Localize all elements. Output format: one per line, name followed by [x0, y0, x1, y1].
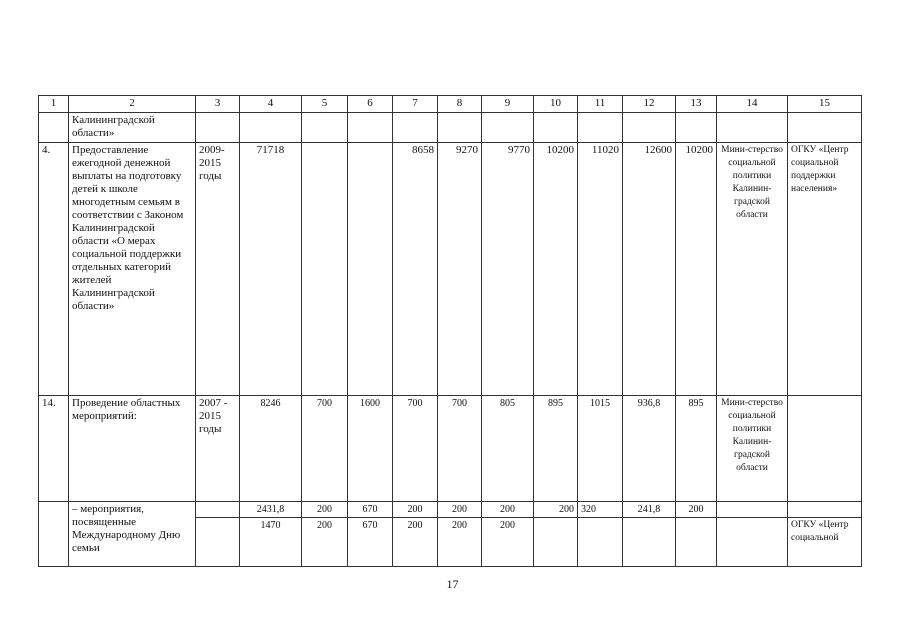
value-cell: 9770: [482, 143, 534, 396]
value-cell: 2431,8: [240, 502, 302, 518]
value-cell: 12600: [623, 143, 676, 396]
responsible-cell: Мини-стерство социальной политики Калинин-градской области: [717, 143, 788, 396]
header-cell: 6: [348, 96, 393, 113]
header-cell: 9: [482, 96, 534, 113]
value-cell: 320: [578, 502, 623, 518]
header-cell: 12: [623, 96, 676, 113]
row-number: 4.: [39, 143, 69, 396]
value-cell: 9270: [438, 143, 482, 396]
table-cell: [482, 113, 534, 143]
header-cell: 2: [69, 96, 196, 113]
item-name-cell: Проведение областных мероприятий:: [69, 396, 196, 502]
value-cell: 1600: [348, 396, 393, 502]
header-cell: 1: [39, 96, 69, 113]
value-cell: 11020: [578, 143, 623, 396]
table-cell: [240, 113, 302, 143]
value-cell: 200: [302, 502, 348, 518]
table-cell: [534, 113, 578, 143]
continuation-row: [39, 113, 862, 143]
table-cell: [302, 113, 348, 143]
header-cell: 3: [196, 96, 240, 113]
table-cell: [348, 113, 393, 143]
table-row: [39, 143, 862, 396]
value-cell: 1470: [240, 518, 302, 567]
value-cell: 895: [534, 396, 578, 502]
header-row: [39, 96, 862, 113]
header-cell: 11: [578, 96, 623, 113]
value-cell: 241,8: [623, 502, 676, 518]
value-cell: 200: [676, 502, 717, 518]
value-cell: 200: [534, 502, 578, 518]
value-cell: 200: [393, 518, 438, 567]
header-cell: 8: [438, 96, 482, 113]
value-cell: 8658: [393, 143, 438, 396]
value-cell: 670: [348, 518, 393, 567]
value-cell: 895: [676, 396, 717, 502]
executor-cell: ОГКУ «Центр социальной поддержки населения»: [788, 143, 862, 396]
value-cell: 670: [348, 502, 393, 518]
value-cell: 200: [393, 502, 438, 518]
table-cell: [676, 113, 717, 143]
table-cell: [623, 113, 676, 143]
value-cell: 10200: [676, 143, 717, 396]
value-cell: 1015: [578, 396, 623, 502]
header-cell: 4: [240, 96, 302, 113]
header-cell: 15: [788, 96, 862, 113]
table-cell: [196, 518, 240, 567]
value-cell: [302, 143, 348, 396]
table-cell: [623, 518, 676, 567]
header-cell: 13: [676, 96, 717, 113]
value-cell: 200: [482, 518, 534, 567]
table-cell: [717, 113, 788, 143]
header-cell: 10: [534, 96, 578, 113]
value-cell: 200: [482, 502, 534, 518]
value-cell: 10200: [534, 143, 578, 396]
table-cell: [788, 113, 862, 143]
item-name-cell: Предоставление ежегодной денежной выплаты на подготовку детей к школе многодетным семьям в соответствии с Законом Калининградской области «О мерах социальной поддержки отдельных категорий жителей Калининградской области»: [69, 143, 196, 396]
row-number: 14.: [39, 396, 69, 502]
page-number: 17: [446, 577, 459, 591]
table-cell: [39, 113, 69, 143]
years-cell: 2007 - 2015 годы: [196, 396, 240, 502]
responsible-cell: Мини-стерство социальной политики Калинин-градской области: [717, 396, 788, 502]
value-cell: [348, 143, 393, 396]
value-cell: 700: [302, 396, 348, 502]
executor-cell: ОГКУ «Центр социальной: [788, 518, 862, 567]
table-cell: [534, 518, 578, 567]
table-cell: [39, 502, 69, 567]
value-cell: 805: [482, 396, 534, 502]
table-row: [39, 502, 862, 518]
value-cell: 936,8: [623, 396, 676, 502]
value-cell: 200: [438, 518, 482, 567]
table-cell: [196, 113, 240, 143]
table-cell: [578, 518, 623, 567]
executor-cell: [788, 396, 862, 502]
table-cell: [717, 502, 788, 518]
table-cell: [788, 502, 862, 518]
header-cell: 7: [393, 96, 438, 113]
table-cell: [578, 113, 623, 143]
table-cell: [196, 502, 240, 518]
value-cell: 200: [302, 518, 348, 567]
table-cell: [717, 518, 788, 567]
table-row: [39, 396, 862, 502]
table-cell: [393, 113, 438, 143]
header-cell: 5: [302, 96, 348, 113]
table-cell: [438, 113, 482, 143]
table-cell: [676, 518, 717, 567]
value-cell: 700: [438, 396, 482, 502]
item-name-cell: Калининградской области»: [69, 113, 196, 143]
value-cell: 200: [438, 502, 482, 518]
program-table: [38, 95, 862, 567]
value-cell: 71718: [240, 143, 302, 396]
value-cell: 700: [393, 396, 438, 502]
value-cell: 8246: [240, 396, 302, 502]
years-cell: 2009-2015 годы: [196, 143, 240, 396]
item-name-cell: – мероприятия, посвященные Международному Дню семьи: [69, 502, 196, 567]
header-cell: 14: [717, 96, 788, 113]
